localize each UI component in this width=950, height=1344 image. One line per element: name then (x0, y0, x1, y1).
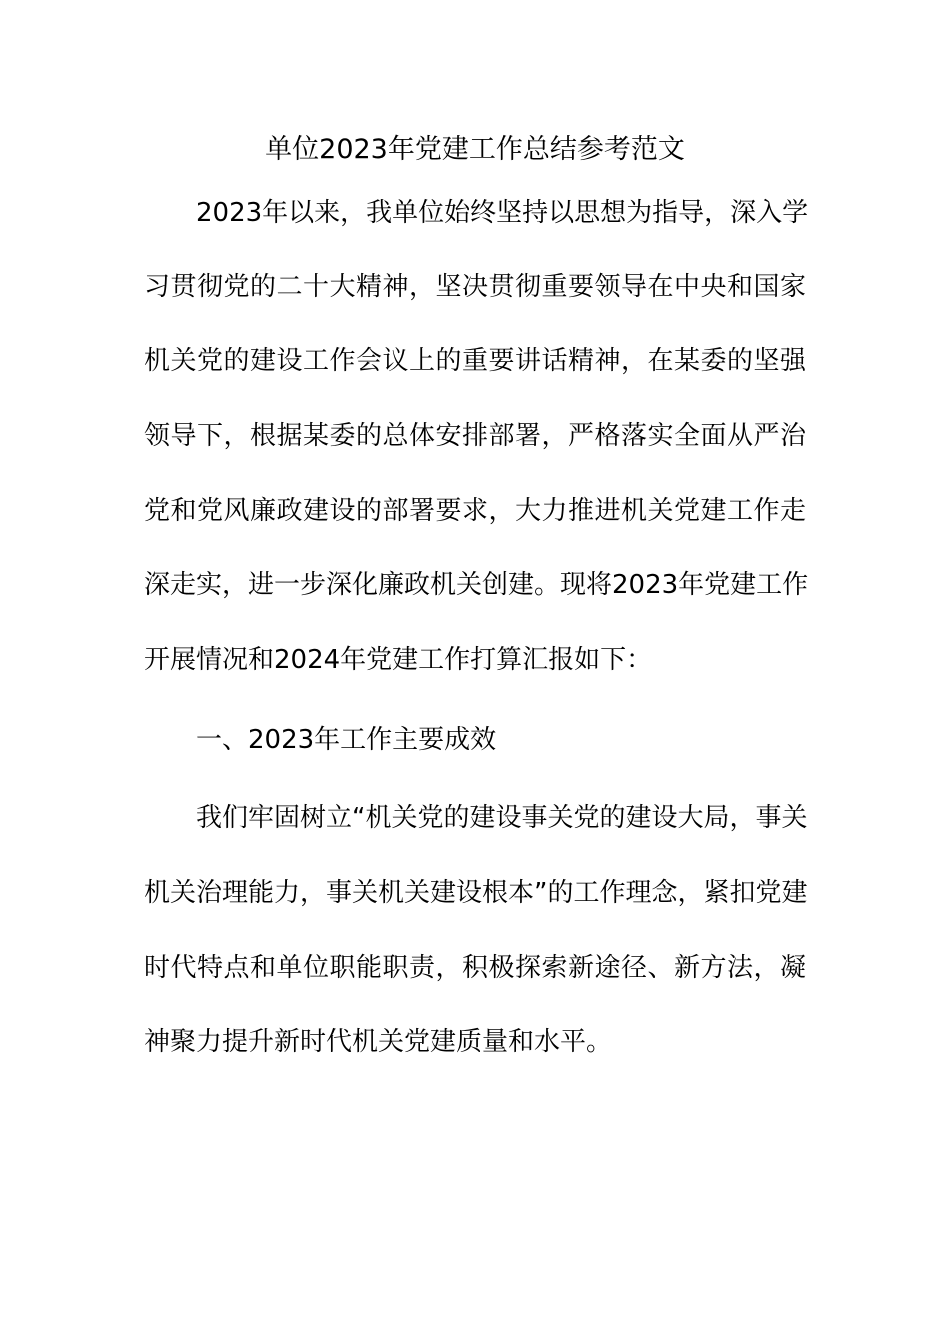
document-title: 单位2023年党建工作总结参考范文 (265, 134, 685, 165)
paragraph-1-line-3: 机关党的建设工作会议上的重要讲话精神，在某委的坚强 (144, 346, 806, 376)
section-heading: 一、2023年工作主要成效 (196, 725, 497, 755)
paragraph-1-line-7: 开展情况和2024年党建工作打算汇报如下： (144, 645, 653, 675)
paragraph-2-line-4: 神聚力提升新时代机关党建质量和水平。 (144, 1027, 613, 1057)
paragraph-2-line-3: 时代特点和单位职能职责，积极探索新途径、新方法，凝 (144, 953, 806, 983)
paragraph-1-line-1: 2023年以来，我单位始终坚持以思想为指导，深入学 (196, 198, 809, 228)
paragraph-1-line-2: 习贯彻党的二十大精神，坚决贯彻重要领导在中央和国家 (144, 272, 806, 302)
paragraph-1-line-6: 深走实，进一步深化廉政机关创建。现将2023年党建工作 (144, 570, 809, 600)
paragraph-2-line-2: 机关治理能力，事关机关建设根本”的工作理念，紧扣党建 (144, 878, 808, 908)
paragraph-2-line-1: 我们牢固树立“机关党的建设事关党的建设大局，事关 (196, 803, 808, 833)
paragraph-1-line-5: 党和党风廉政建设的部署要求，大力推进机关党建工作走 (144, 496, 806, 526)
paragraph-1-line-4: 领导下，根据某委的总体安排部署，严格落实全面从严治 (144, 421, 806, 451)
